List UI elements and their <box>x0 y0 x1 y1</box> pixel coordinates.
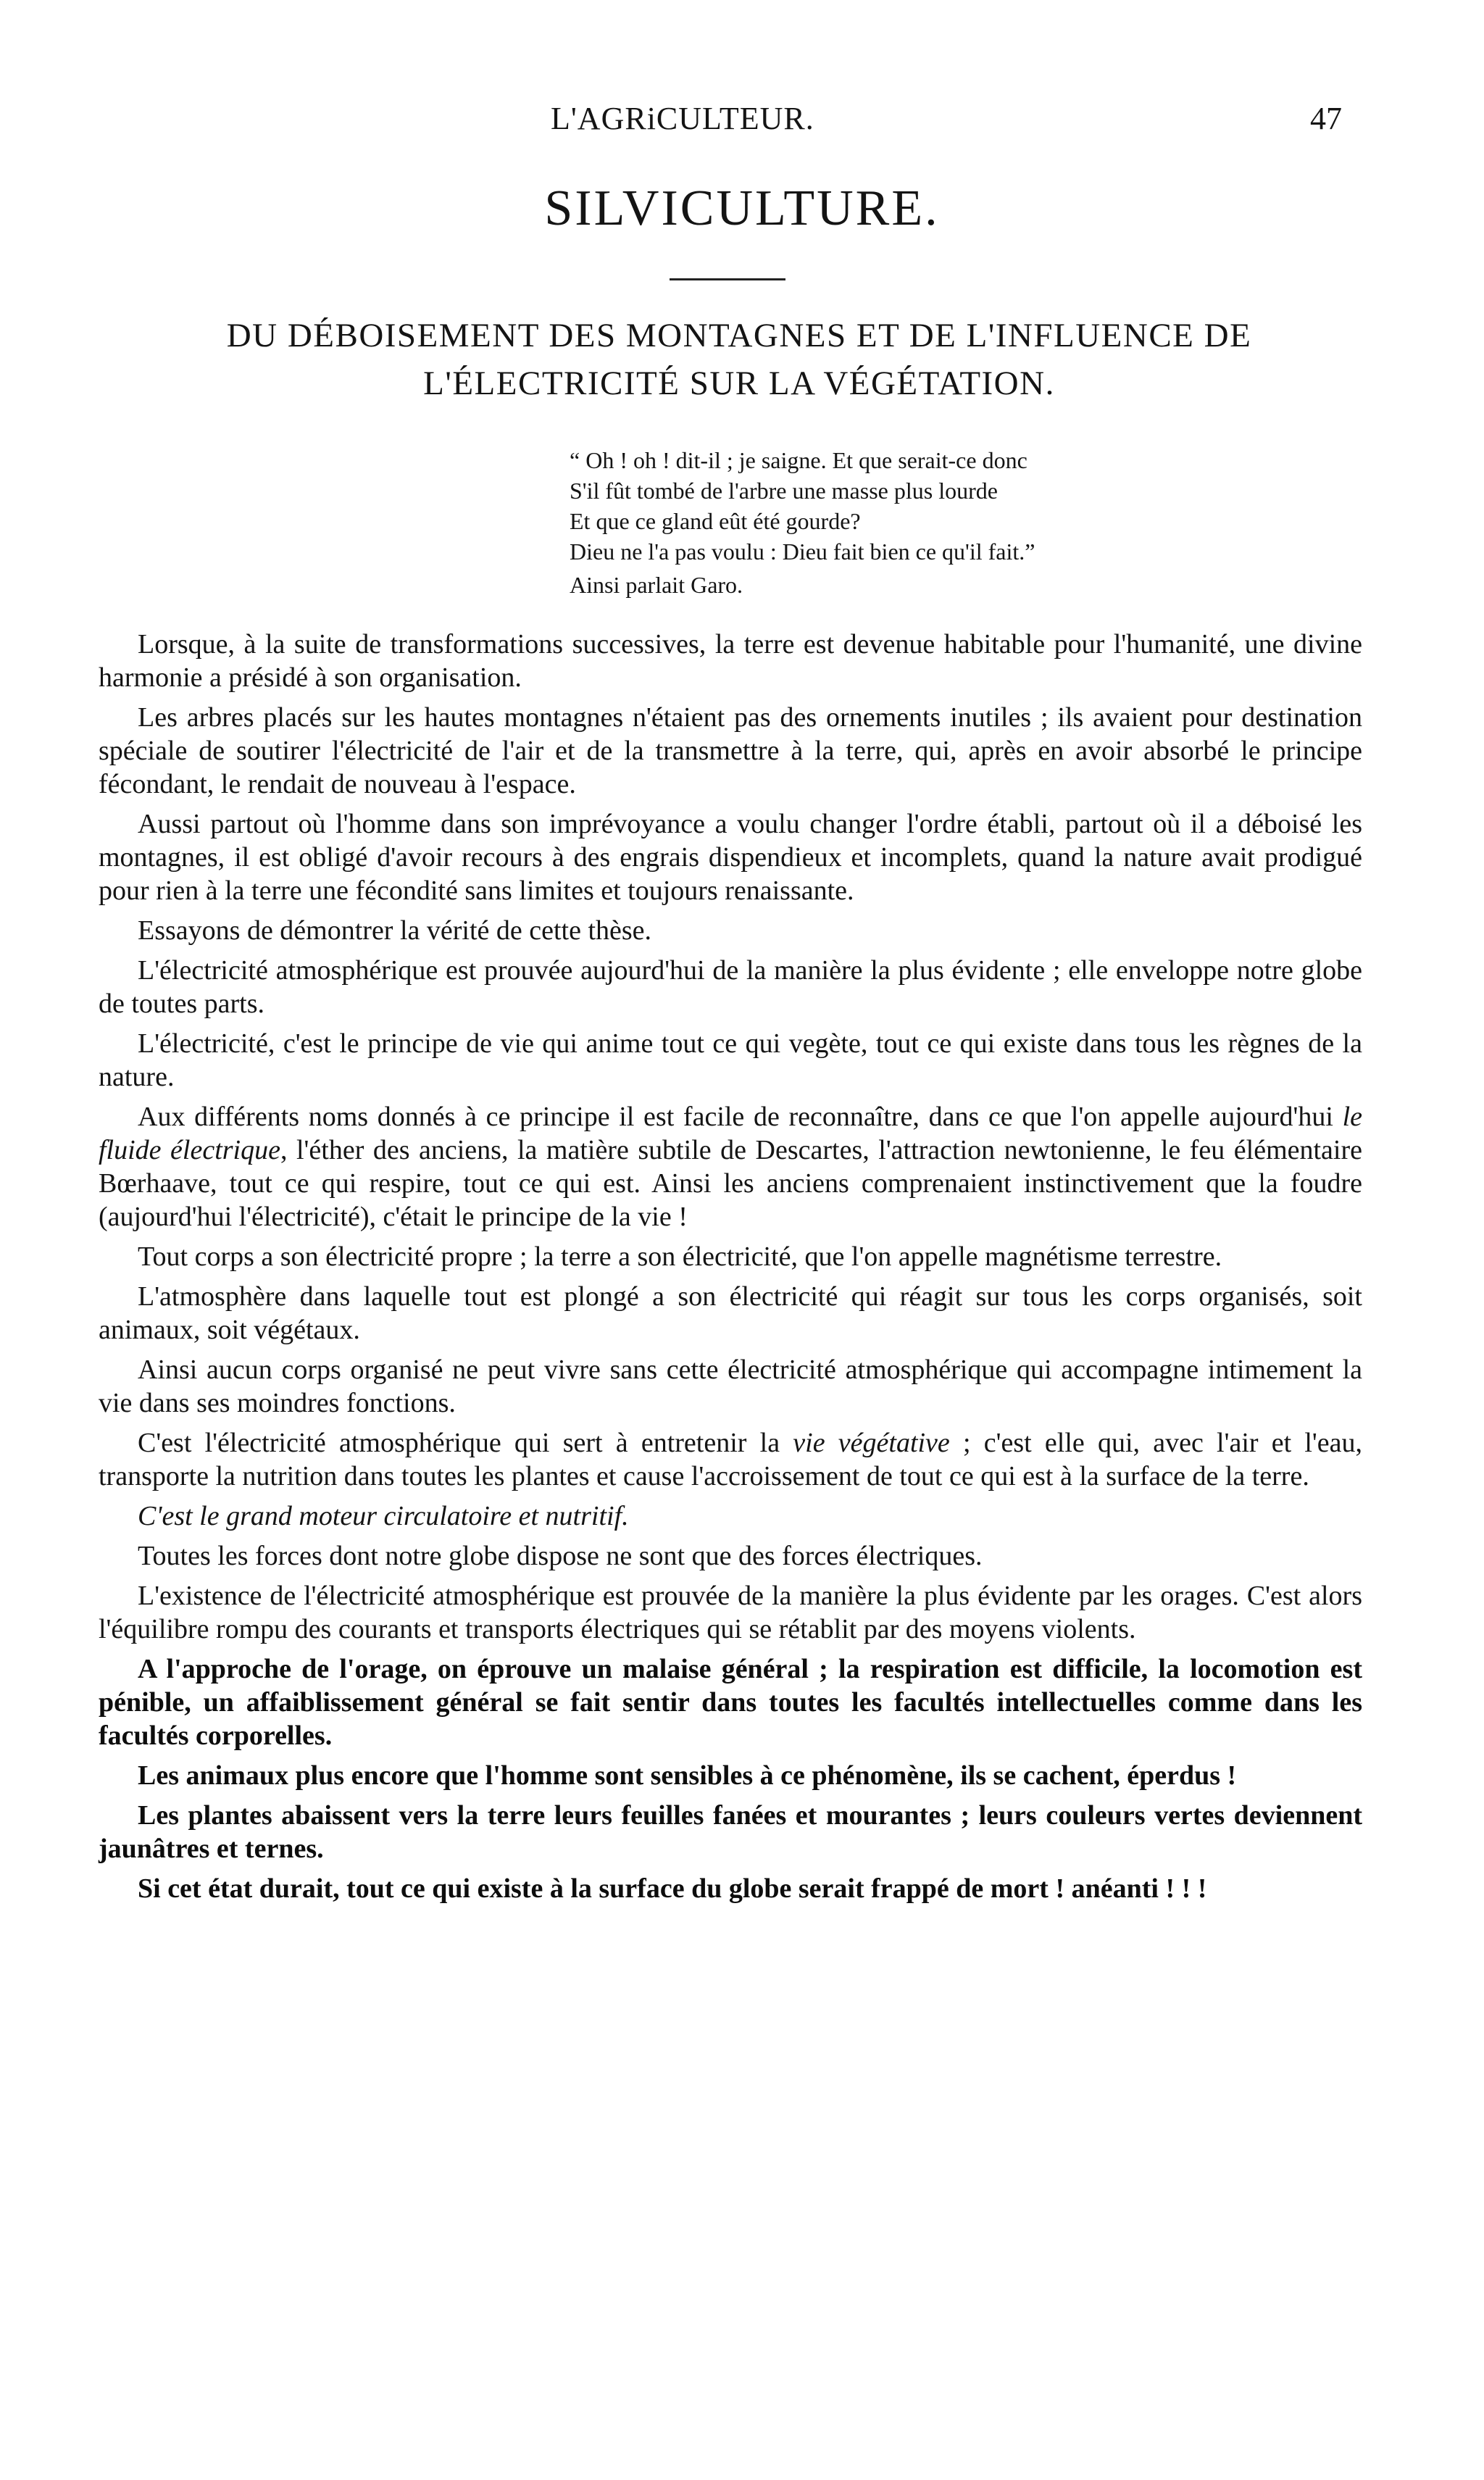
epigraph-attribution: Ainsi parlait Garo. <box>570 572 743 598</box>
section-title: SILVICULTURE. <box>544 180 940 236</box>
title-divider-rule <box>670 278 785 280</box>
running-head <box>0 100 1484 143</box>
paragraph <box>99 1426 1362 1493</box>
epigraph <box>570 445 1410 600</box>
paragraph: Les plantes abaissent vers la terre leurs feuilles fanées et mourantes ; leurs couleurs vertes deviennent jaunâtres et ternes. <box>99 1800 1362 1864</box>
paragraph: Essayons de démontrer la vérité de cette thèse. <box>138 915 652 946</box>
paragraph: A l'approche de l'orage, on éprouve un malaise général ; la respiration est difficile, la locomotion est pénible, un affaiblissement général se fait sentir dans toutes les facultés intellectuelles comme dans les facultés corporelles. <box>99 1654 1362 1751</box>
paragraph: Les arbres placés sur les hautes montagnes n'étaient pas des ornements inutiles ; ils avaient pour destination spéciale de soutirer l'électricité de l'air et de la transmettre à la terre, qui, après en avoir absorbé le principe fécondant, le rendait de nouveau à l'espace. <box>99 702 1362 799</box>
paragraph-text: Aux différents noms donnés à ce principe il est facile de reconnaître, dans ce que l'on appelle aujourd'hui <box>138 1102 1343 1132</box>
running-title: L'AGRiCULTEUR. <box>551 101 814 136</box>
paragraph-text: ; c'est elle qui, avec l'air et l'eau, transporte la nutrition dans toutes les plantes et cause l'accroissement de tout ce qui est à la surface de la terre. <box>99 1428 1363 1491</box>
paragraph-text: , l'éther des anciens, la matière subtile de Descartes, l'attraction newtonienne, le feu élémentaire Bœrhaave, tout ce qui respire, tout ce qui est. Ainsi les anciens comprenaient instinctivement que la foudre (aujourd'hui l'électricité), c'était le principe de la vie ! <box>99 1135 1363 1232</box>
paragraph: Tout corps a son électricité propre ; la terre a son électricité, que l'on appelle magnétisme terrestre. <box>138 1241 1222 1272</box>
article-title: DU DÉBOISEMENT DES MONTAGNES ET DE L'INFLUENCE DE L'ÉLECTRICITÉ SUR LA VÉGÉTATION. <box>226 317 1252 402</box>
paragraph-italic-term: le fluide électrique <box>99 1102 1362 1165</box>
paragraph: Aussi partout où l'homme dans son imprévoyance a voulu changer l'ordre établi, partout où il a déboisé les montagnes, il est obligé d'avoir recours à des engrais dispendieux et incomplets, quand la nature avait prodigué pour rien à la terre une fécondité sans limites et toujours renaissante. <box>99 809 1362 906</box>
epigraph-line: Et que ce gland eût été gourde? <box>570 508 861 534</box>
paragraph: Toutes les forces dont notre globe dispose ne sont que des forces électriques. <box>138 1541 983 1571</box>
epigraph-line: S'il fût tombé de l'arbre une masse plus lourde <box>570 478 998 504</box>
paragraph: Lorsque, à la suite de transformations successives, la terre est devenue habitable pour l'humanité, une divine harmonie a présidé à son organisation. <box>99 629 1362 693</box>
paragraph: Ainsi aucun corps organisé ne peut vivre sans cette électricité atmosphérique qui accompagne intimement la vie dans ses moindres fonctions. <box>99 1355 1362 1418</box>
epigraph-line: Dieu ne l'a pas voulu : Dieu fait bien ce qu'il fait.” <box>570 538 1035 565</box>
paragraph: L'atmosphère dans laquelle tout est plongé a son électricité qui réagit sur tous les corps organisés, soit animaux, soit végétaux. <box>99 1281 1362 1345</box>
paragraph: Les animaux plus encore que l'homme sont sensibles à ce phénomène, ils se cachent, éperdus ! <box>138 1760 1237 1791</box>
article-body <box>99 628 1362 1912</box>
paragraph-italic: C'est le grand moteur circulatoire et nutritif. <box>138 1501 629 1531</box>
paragraph-italic-term: vie végétative <box>793 1428 950 1458</box>
paragraph <box>99 1100 1362 1233</box>
paragraph: L'électricité atmosphérique est prouvée aujourd'hui de la manière la plus évidente ; elle enveloppe notre globe de toutes parts. <box>99 955 1362 1019</box>
paragraph-text: C'est l'électricité atmosphérique qui sert à entretenir la <box>138 1428 793 1458</box>
paragraph: L'électricité, c'est le principe de vie qui anime tout ce qui vegète, tout ce qui existe dans tous les règnes de la nature. <box>99 1028 1362 1092</box>
paragraph: Si cet état durait, tout ce qui existe à la surface du globe serait frappé de mort ! anéanti ! ! ! <box>138 1873 1207 1904</box>
paragraph: L'existence de l'électricité atmosphérique est prouvée de la manière la plus évidente par les orages. C'est alors l'équilibre rompu des courants et transports électriques qui se rétablit par des moyens violents. <box>99 1581 1362 1644</box>
epigraph-line: “ Oh ! oh ! dit-il ; je saigne. Et que serait-ce donc <box>570 447 1027 473</box>
page-number: 47 <box>1310 101 1342 136</box>
